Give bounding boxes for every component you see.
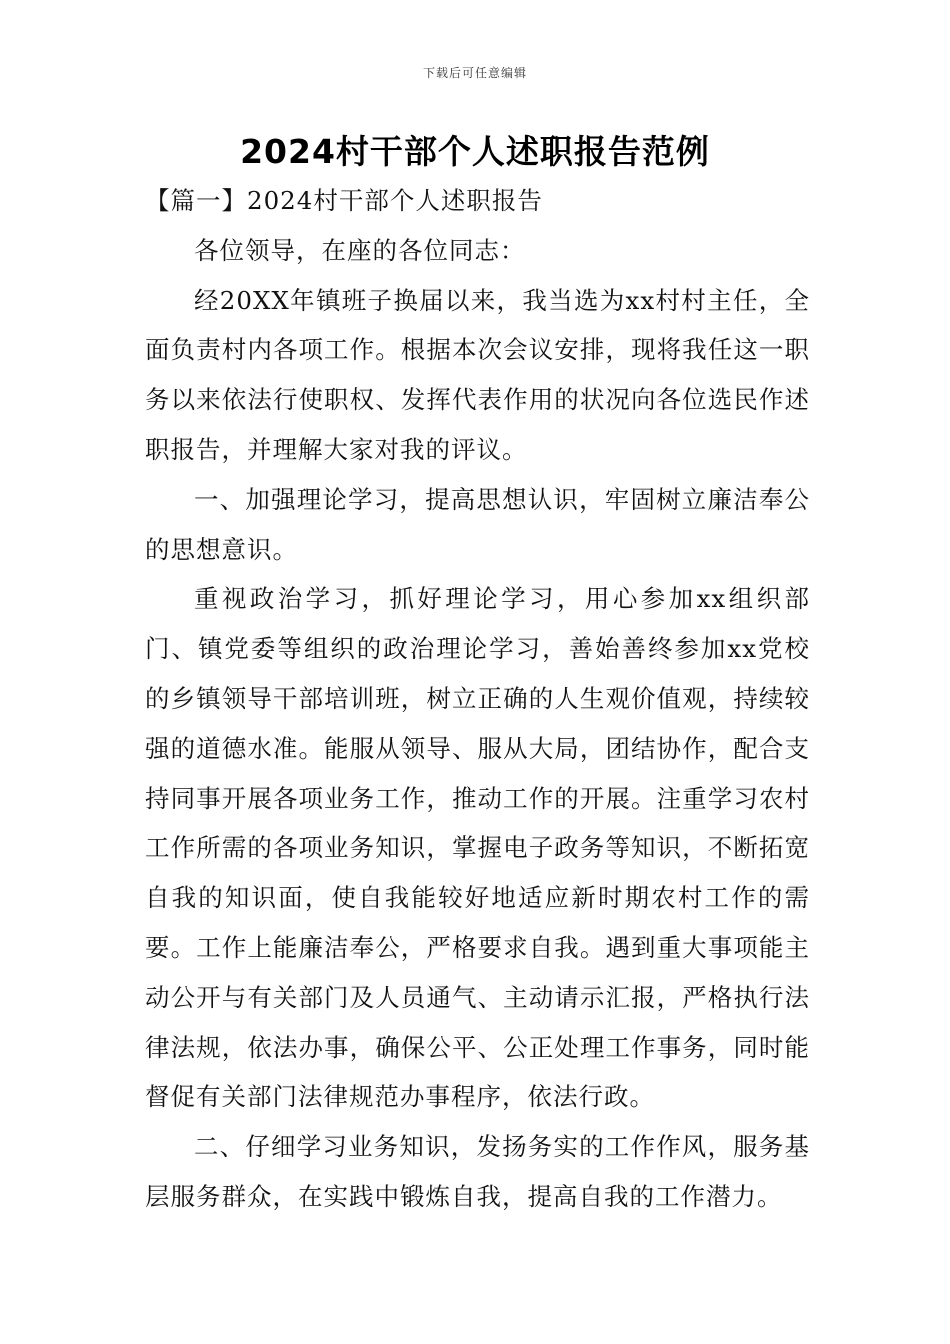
document-body: [145, 176, 810, 1222]
section-heading-1: 一、加强理论学习，提高思想认识，牢固树立廉洁奉公的思想意识。: [145, 484, 810, 564]
section-heading-2: 二、仔细学习业务知识，发扬务实的工作作风，服务基层服务群众，在实践中锻炼自我，提高自我的工作潜力。: [145, 1132, 810, 1211]
intro-paragraph: 经20XX年镇班子换届以来，我当选为xx村村主任，全面负责村内各项工作。根据本次会议安排，现将我任这一职务以来依法行使职权、发挥代表作用的状况向各位选民作述职报告，并理解大家对我的评议。: [145, 285, 810, 464]
section-body-1: 重视政治学习，抓好理论学习，用心参加xx组织部门、镇党委等组织的政治理论学习，善始善终参加xx党校的乡镇领导干部培训班，树立正确的人生观价值观，持续较强的道德水准。能服从领导、服从大局，团结协作，配合支持同事开展各项业务工作，推动工作的开展。注重学习农村工作所需的各项业务知识，掌握电子政务等知识，不断拓宽自我的知识面，使自我能较好地适应新时期农村工作的需要。工作上能廉洁奉公，严格要求自我。遇到重大事项能主动公开与有关部门及人员通气、主动请示汇报，严格执行法律法规，依法办事，确保公平、公正处理工作事务，同时能督促有关部门法律规范办事程序，依法行政。: [145, 584, 810, 1112]
salutation-paragraph: 各位领导，在座的各位同志：: [194, 235, 526, 265]
header-note: 下载后可任意编辑: [422, 66, 527, 80]
document-title: 2024村干部个人述职报告范例: [240, 132, 710, 171]
section-subtitle: 【篇一】2024村干部个人述职报告: [145, 186, 543, 215]
